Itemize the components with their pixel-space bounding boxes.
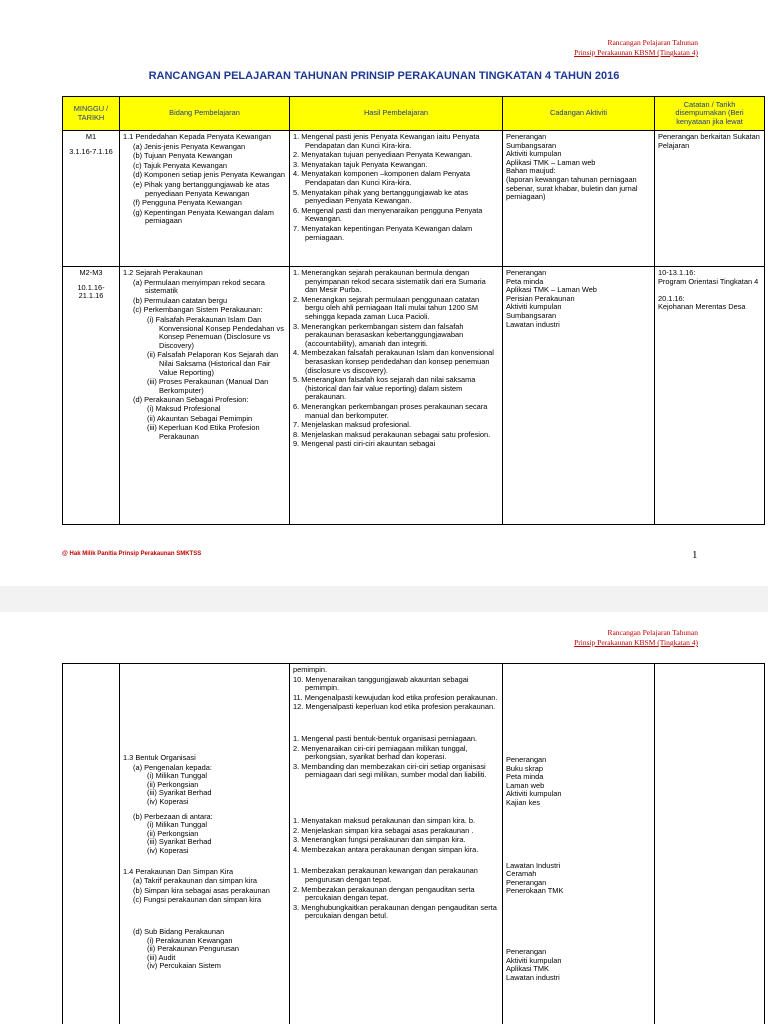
aktiviti-cell [503,267,655,525]
bidang-cell [120,664,290,1024]
hasil-list [293,269,499,449]
bidang-subitem: (ii) Akauntan Sebagai Pemimpin [147,413,253,423]
bidang-subitem: (ii) Falsafah Pelaporan Kos Sejarah dan Nilai Saksama (Historical dan Fair Value Reporting) [147,350,279,377]
bidang-subitem: (iii) Syarikat Berhad [147,837,212,847]
bidang-subitem: (iii) Syarikat Berhad [147,788,212,798]
bidang-list [123,143,286,226]
hasil-cont-list [293,666,499,712]
bidang-cell [120,267,290,525]
hasil-item: 4. Membezakan falsafah perakaunan Islam dan konvensional berasaskan konsep pendedahan dan konsep penemuan (disclosure vs discovery). [293,348,494,375]
aktiviti-item: Aplikasi TMK – Laman Web [506,285,597,295]
header-line-1: Rancangan Pelajaran Tahunan [607,628,698,637]
aktiviti-item: Sumbangsaran [506,310,557,320]
hasil-item: 2. Menjelaskan simpan kira sebagai asas perakaunan . [293,825,474,835]
bidang-subitem: (iv) Percukaian Sistem [147,961,221,971]
hasil-item: 8. Menjelaskan maksud perakaunan sebagai satu profesion. [293,429,491,439]
sec14d-list [123,937,286,971]
bidang-subitem: (i) Maksud Profesional [147,403,221,413]
catatan-list [658,269,761,312]
aktiviti-item: Aplikasi TMK [506,964,549,974]
aktiviti-item: Lawatan Industri [506,860,561,870]
bidang-subitem: (i) Milikan Tunggal [147,771,207,781]
catatan-item: Program Orientasi Tingkatan 4 [658,276,759,286]
aktiviti-item: Buku skrap [506,763,543,773]
aktiviti-cell [503,664,655,1024]
bidang-item: (a) Takrif perakaunan dan simpan kira [133,876,257,886]
hasil-item: 12. Mengenalpasti keperluan kod etika profesion perakaunan. [293,702,496,712]
table-header-row [63,97,765,131]
sec14d-aktiviti-list [506,948,651,982]
header-hasil: Hasil Pembelajaran [290,97,503,131]
hasil-item: 5. Menyatakan pihak yang bertanggungjawab ke atas penyediaan Penyata Kewangan. [293,187,469,206]
hasil-item: 1. Menyatakan maksud perakaunan dan simpan kira. b. [293,815,475,825]
week-cell [63,664,120,1024]
catatan-item: Kejohanan Merentas Desa [658,302,746,312]
header-line-1: Rancangan Pelajaran Tahunan [607,38,698,47]
sec14d-hasil-list [293,867,499,921]
aktiviti-item: Aplikasi TMK – Laman web [506,157,596,167]
bidang-subitem: (ii) Perakaunan Pengurusan [147,944,240,954]
week-label: M2-M3 [79,268,103,277]
bidang-d: (d) Perakaunan Sebagai Profesion: [133,395,249,405]
bidang-subitem: (i) Perakaunan Kewangan [147,935,233,945]
plan-table-continued [62,663,765,1024]
sec14-hasil-list [293,817,499,854]
hasil-item: 4. Membezakan antara perakaunan dengan simpan kira. [293,844,479,854]
hasil-item: 4. Menyatakan komponen –komponen dalam Penyata Pendapatan dan Kunci Kira-kira. [293,169,471,187]
bidang-d-sublist [123,405,286,441]
hasil-item: 5. Menerangkan falsafah kos sejarah dan nilai saksama (historical dan fair value reporting) dalam sistem perakaunan. [293,375,476,402]
sec14-aktiviti-list [506,862,651,896]
bidang-item: (f) Pengguna Penyata Kewangan [133,198,242,208]
aktiviti-item: (laporan kewangan tahunan perniagaan sebenar, surat khabar, buletin dan jurnal perniagaan) [506,174,638,202]
bidang-item: (e) Pihak yang bertanggungjawab ke atas penyediaan Penyata Kewangan [133,179,270,198]
hasil-item: 3. Menghubungkaitkan perakaunan dengan pengauditan serta percukaian dengan betul. [293,902,497,921]
bidang-item: (c) Tajuk Penyata Kewangan [133,160,227,170]
aktiviti-item: Sumbangsaran [506,140,557,150]
sec13-b: (b) Perbezaan di antara: [133,811,213,821]
aktiviti-item: Laman web [506,780,545,790]
sec13-hasil-list [293,735,499,780]
sec13-aktiviti-list [506,756,651,808]
aktiviti-item: Penerangan [506,268,547,277]
catatan-item: 10-13.1.16: [658,268,696,277]
hasil-list [293,133,499,242]
aktiviti-item: Lawatan industri [506,972,560,982]
hasil-cell [290,267,503,525]
bidang-subitem: (iii) Audit [147,952,176,962]
catatan-cell [655,664,765,1024]
catatan-cell [655,267,765,525]
sec14-title: 1.4 Perakaunan Dan Simpan Kira [123,866,234,876]
bidang-subitem: (i) Falsafah Perakaunan Islam Dan Konvensional Konsep Pendedahan vs Konsep Penemuan (Disclosure vs Discovery) [147,314,284,350]
hasil-item: pemimpin. [293,665,328,674]
bidang-list [123,279,286,315]
aktiviti-list [506,133,651,202]
hasil-item: 10. Menyenaraikan tanggungjawab akauntan sebagai pemimpin. [293,674,469,693]
bidang-subitem: (ii) Perkongsian [147,779,199,789]
header-minggu: MINGGU / TARIKH [63,97,120,131]
bidang-title: 1.1 Pendedahan Kepada Penyata Kewangan [123,132,271,141]
aktiviti-item: Perisian Perakaunan [506,293,575,303]
hasil-item: 1. Menerangkan sejarah perakaunan bermula dengan penyimpanan rekod secara sistematik dari era Sumaria dan Mesir Purba. [293,268,486,295]
aktiviti-item: Kajian kes [506,797,541,807]
bidang-subitem: (iii) Keperluan Kod Etika Profesion Perakaunan [147,423,260,441]
page-number: 1 [692,549,698,561]
bidang-item: (a) Jenis-jenis Penyata Kewangan [133,141,246,151]
bidang-subitem: (iii) Proses Perakaunan (Manual Dan Berkomputer) [147,377,269,395]
hasil-item: 3. Menyatakan tajuk Penyata Kewangan. [293,159,428,169]
bidang-item: (a) Permulaan menyimpan rekod secara sistematik [133,277,265,296]
week-label: M1 [85,132,97,141]
catatan-cell [655,131,765,267]
bidang-subitem: (iv) Koperasi [147,796,189,806]
hasil-cell [290,664,503,1024]
sec13-b-list [123,821,286,855]
aktiviti-item: Aktiviti kumpulan [506,149,562,159]
aktiviti-item: Aktiviti kumpulan [506,302,562,312]
table-row [63,267,765,525]
hasil-item: 7. Menjelaskan maksud profesional. [293,420,411,430]
hasil-item: 9. Mengenal pasti ciri-ciri akauntan sebagai [293,439,436,449]
hasil-item: 2. Menerangkan sejarah permulaan penggunaan catatan bergu oleh ahli perniagaan Itali mulai tahun 1200 SM sehingga kepada zaman Luca Pacioli. [293,294,480,321]
bidang-item: (g) Kepentingan Penyata Kewangan dalam perniagaan [133,207,274,226]
bidang-sublist [123,316,286,395]
header-catatan: Catatan / Tarikh disempurnakan (Beri kenyataan jika lewat [655,97,765,131]
hasil-cell [290,131,503,267]
bidang-item: (b) Tujuan Penyata Kewangan [133,151,233,161]
aktiviti-item: Penerangan [506,946,547,956]
document-title: RANCANGAN PELAJARAN TAHUNAN PRINSIP PERAKAUNAN TINGKATAN 4 TAHUN 2016 [148,70,620,82]
page-header [574,628,698,648]
table-row [63,664,765,1024]
aktiviti-item: Penerangan [506,877,547,887]
week-cell [63,267,120,525]
hasil-item: 3. Menerangkan perkembangan sistem dan falsafah perakaunan berasaskan kebertanggungjawaban (accountability), amanah dan integriti. [293,321,464,348]
sec13-title: 1.3 Bentuk Organisasi [123,753,196,762]
catatan-text: Penerangan berkaitan Sukatan Pelajaran [658,132,760,150]
sec13-a: (a) Pengenalan kepada: [133,762,212,772]
aktiviti-item: Peta minda [506,276,544,286]
hasil-item: 2. Menyatakan tujuan penyediaan Penyata Kewangan. [293,150,473,160]
hasil-item: 6. Menerangkan perkembangan proses perakaunan secara manual dan berkomputer. [293,401,488,420]
aktiviti-cell [503,131,655,267]
week-cell [63,131,120,267]
bidang-item: (b) Simpan kira sebagai asas perakaunan [133,885,270,895]
bidang-item: (b) Permulaan catatan bergu [133,295,228,305]
sec14d-title: (d) Sub Bidang Perakaunan [133,926,225,936]
aktiviti-item: Ceramah [506,869,537,879]
hasil-item: 2. Menyenaraikan ciri-ciri perniagaan milikan tunggal, perkongsian, syarikat berhad dan koperasi. [293,743,468,762]
bidang-title: 1.2 Sejarah Perakaunan [123,268,203,277]
aktiviti-item: Lawatan industri [506,319,560,329]
bidang-item: (c) Fungsi perakaunan dan simpan kira [133,895,262,905]
header-line-2: Prinsip Perakaunan KBSM (Tingkatan 4) [574,48,698,57]
copyright-footer: @ Hak Milik Panitia Prinsip Perakaunan SMKTSS [62,551,202,557]
header-aktiviti: Cadangan Aktiviti [503,97,655,131]
hasil-item: 1. Mengenal pasti bentuk-bentuk organisasi perniagaan. [293,733,478,743]
hasil-item: 3. Menerangkan fungsi perakaunan dan simpan kira. [293,835,466,845]
hasil-item: 1. Membezakan perakaunan kewangan dan perakaunan pengurusan dengan tepat. [293,866,478,884]
bidang-subitem: (iv) Koperasi [147,845,189,855]
bidang-subitem: (i) Milikan Tunggal [147,820,207,830]
header-bidang: Bidang Pembelajaran [120,97,290,131]
bidang-item: (d) Komponen setiap jenis Penyata Kewangan [133,170,286,180]
aktiviti-list [506,269,651,329]
week-date: 3.1.16-7.1.16 [69,146,113,156]
aktiviti-item: Penerangan [506,755,547,764]
sec13-a-list [123,772,286,806]
catatan-item: 20.1.16: [658,293,685,303]
page-header [574,38,698,58]
bidang-subitem: (ii) Perkongsian [147,828,199,838]
aktiviti-item: Aktiviti kumpulan [506,955,562,965]
week-date: 10.1.16-21.1.16 [77,282,105,301]
hasil-item: 11. Mengenalpasti kewujudan kod etika profesion perakaunan. [293,692,498,702]
hasil-item: 3. Membanding dan membezakan ciri-ciri setiap organisasi perniagaan dari segi milikan, sumber modal dan liabiliti. [293,761,487,780]
header-line-2: Prinsip Perakaunan KBSM (Tingkatan 4) [574,638,698,647]
table-row [63,131,765,267]
hasil-item: 7. Menyatakan kepentingan Penyata Kewangan dalam perniagaan. [293,223,473,242]
plan-table [62,96,765,525]
aktiviti-item: Peta minda [506,772,544,782]
aktiviti-item: Penerokaan TMK [506,886,564,896]
bidang-cell [120,131,290,267]
aktiviti-item: Penerangan [506,132,547,141]
aktiviti-item: Aktiviti kumpulan [506,789,562,799]
hasil-item: 2. Membezakan perakaunan dengan pengauditan serta percukaian dengan tepat. [293,884,475,903]
aktiviti-item: Bahan maujud: [506,166,556,176]
bidang-item: (c) Perkembangan Sistem Perakaunan: [133,305,263,315]
hasil-item: 1. Mengenal pasti jenis Penyata Kewangan iaitu Penyata Pendapatan dan Kunci Kira-kira. [293,132,480,150]
sec14-list [123,877,286,905]
hasil-item: 6. Mengenal pasti dan menyenaraikan pengguna Penyata Kewangan. [293,205,483,224]
document-page-2 [0,612,768,1024]
